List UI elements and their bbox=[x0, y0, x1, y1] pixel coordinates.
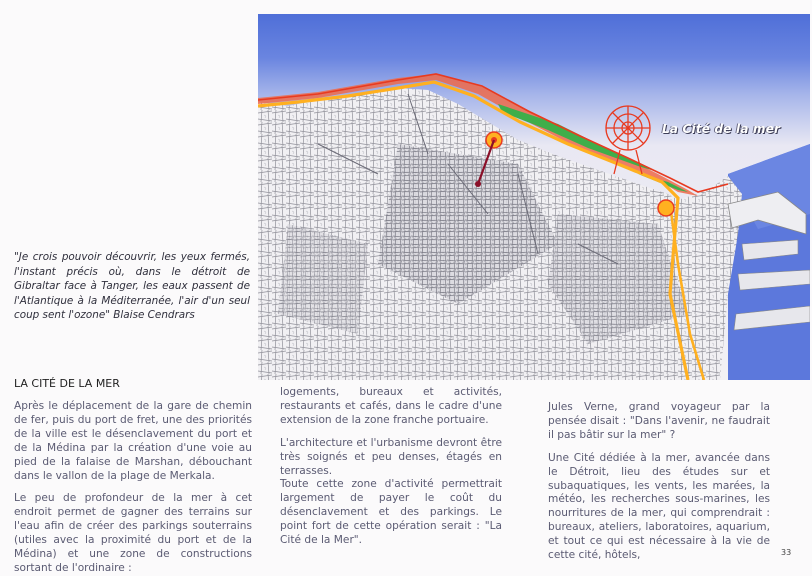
map-label: La Cité de la mer bbox=[662, 122, 781, 136]
text-column-1 bbox=[14, 400, 252, 576]
epigraph-quote: "Je crois pouvoir découvrir, les yeux fermés, l'instant précis où, dans le détroit de Gibraltar face à Tanger, les eaux passent de l'Atlantique à la Méditerranée, l'air d'un seul coup sent l'ozone" Blaise Cendrars bbox=[14, 251, 250, 322]
text-column-2 bbox=[280, 386, 502, 548]
location-pin bbox=[475, 181, 481, 187]
paragraph: Jules Verne, grand voyageur par la pensée disait : "Dans l'avenir, ne faudrait il pas bâtir sur la mer" ? bbox=[548, 401, 770, 441]
paragraph: Le peu de profondeur de la mer à cet endroit permet de gagner des terrains sur l'eau afin de créer des parkings souterrains (utiles avec la proximité du port et de la Médina) et une zone de constructions sortant de l'ordinaire : bbox=[14, 492, 252, 574]
node-marker bbox=[658, 200, 674, 216]
city-plan-drawing bbox=[258, 14, 810, 380]
paragraph: L'architecture et l'urbanisme devront être très soignés et peu denses, étagés en terrasses. bbox=[280, 436, 502, 477]
section-title: LA CITÉ DE LA MER bbox=[14, 377, 120, 390]
paragraph: Après le déplacement de la gare de chemin de fer, puis du port de fret, une des priorités de la ville est le désenclavement du port et de la Médina par la création d'une voie au pied de la falaise de Marshan, débouchant dans le vallon de la plage de Merkala. bbox=[14, 400, 252, 482]
paragraph: logements, bureaux et activités, restaurants et cafés, dans le cadre d'une extension de la zone franche portuaire. bbox=[280, 386, 502, 426]
page-number: 33 bbox=[781, 548, 792, 557]
paragraph: Une Cité dédiée à la mer, avancée dans le Détroit, lieu des études sur et subaquatiques, les vents, les marées, la météo, les recherches sous-marines, les nourritures de la mer, qui comprendrait : bureaux, ateliers, laboratoires, aquarium, et tout ce qui est nécessaire à la vie de cette cité, hôtels, bbox=[548, 451, 770, 562]
paragraph: Toute cette zone d'activité permettrait largement de payer le coût du désenclavement et des parkings. Le point fort de cette opération serait : "La Cité de la Mer". bbox=[280, 478, 502, 547]
text-column-3 bbox=[548, 401, 770, 563]
city-plan-map bbox=[258, 14, 810, 380]
